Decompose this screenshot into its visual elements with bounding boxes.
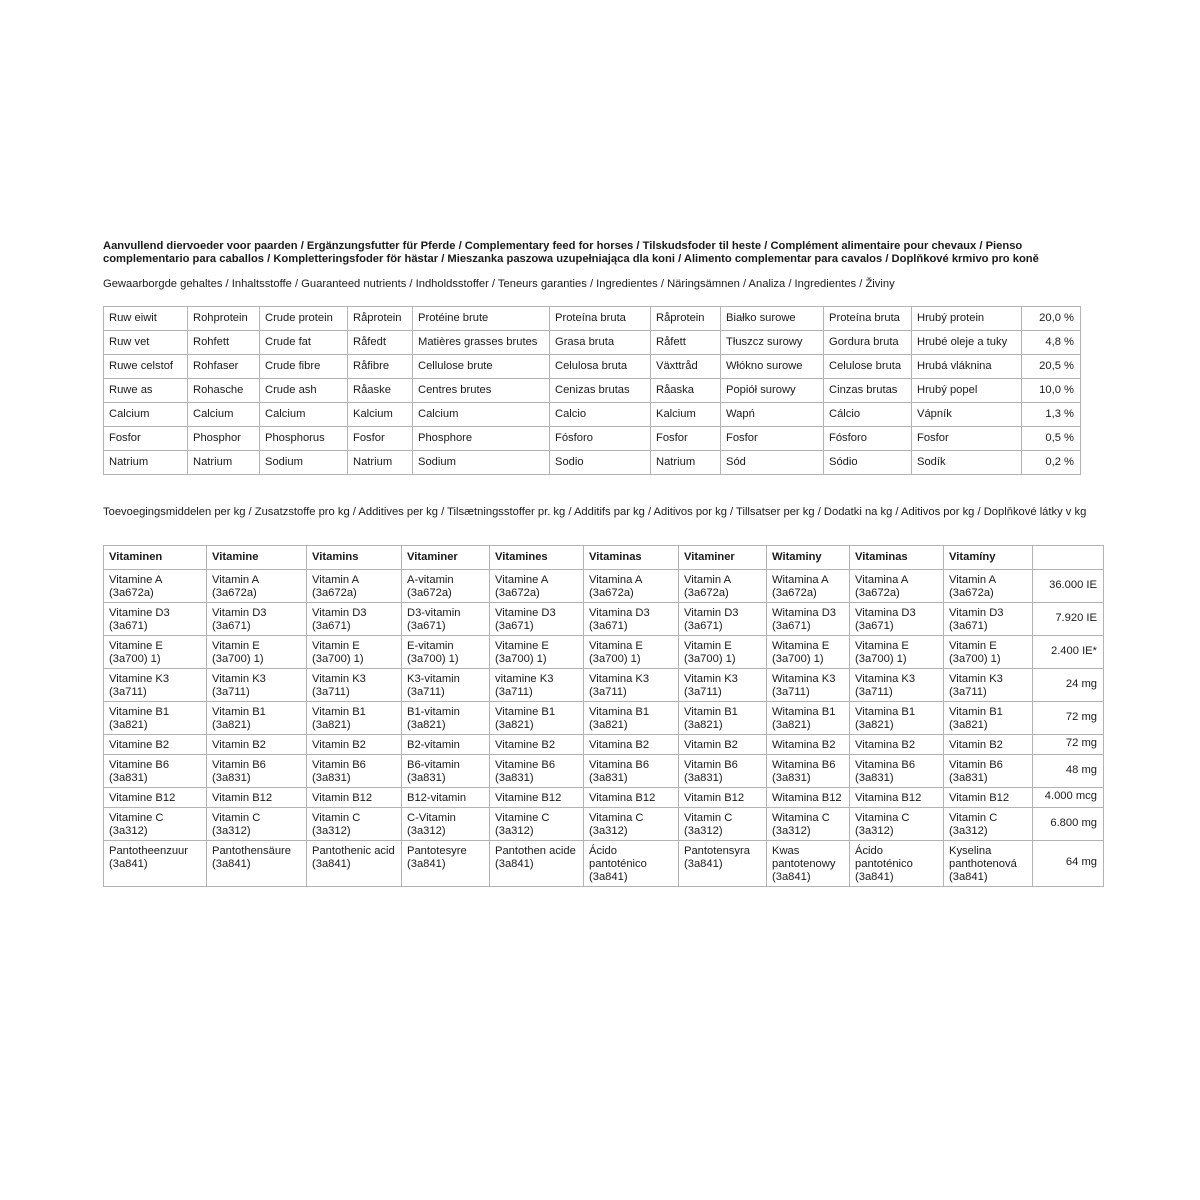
additive-name: E-vitamin (3a700) 1) bbox=[402, 636, 490, 669]
additive-name: Vitamin D3 (3a671) bbox=[307, 603, 402, 636]
nutrient-name: Råaske bbox=[348, 379, 413, 403]
nutrient-name: Hrubý popel bbox=[912, 379, 1022, 403]
nutrient-name: Tłuszcz surowy bbox=[721, 331, 824, 355]
additive-name: A-vitamin (3a672a) bbox=[402, 570, 490, 603]
additive-name: Vitamin C (3a312) bbox=[307, 808, 402, 841]
additive-name: Vitamin B2 bbox=[307, 735, 402, 755]
nutrient-name: Rohfett bbox=[188, 331, 260, 355]
additive-name: Vitamina B12 bbox=[584, 788, 679, 808]
additive-row bbox=[104, 603, 1104, 636]
document bbox=[103, 240, 1103, 883]
additive-name: Vitamin B1 (3a821) bbox=[679, 702, 767, 735]
additive-name: Vitamine B1 (3a821) bbox=[490, 702, 584, 735]
additive-name: Pantotesyre (3a841) bbox=[402, 841, 490, 887]
additive-row bbox=[104, 702, 1104, 735]
additive-name: Vitamine B12 bbox=[104, 788, 207, 808]
additive-name: Vitamine A (3a672a) bbox=[104, 570, 207, 603]
additive-name: Vitamin A (3a672a) bbox=[307, 570, 402, 603]
additive-name: Vitamina B2 bbox=[584, 735, 679, 755]
additive-name: Vitamin B1 (3a821) bbox=[944, 702, 1033, 735]
additive-name: Vitamin K3 (3a711) bbox=[307, 669, 402, 702]
nutrient-name: Celulosa bruta bbox=[550, 355, 651, 379]
additive-name: B12-vitamin bbox=[402, 788, 490, 808]
additive-name: Pantotheenzuur (3a841) bbox=[104, 841, 207, 887]
additive-name: Vitamin C (3a312) bbox=[679, 808, 767, 841]
additive-name: Witamina B1 (3a821) bbox=[767, 702, 850, 735]
additive-name: Vitamine B6 (3a831) bbox=[104, 755, 207, 788]
nutrient-value: 10,0 % bbox=[1022, 379, 1081, 403]
additive-name: Vitamina B2 bbox=[850, 735, 944, 755]
additive-name: Witamina A (3a672a) bbox=[767, 570, 850, 603]
additive-amount: 72 mg bbox=[1033, 702, 1104, 735]
additive-name: Witamina B2 bbox=[767, 735, 850, 755]
additives-column-header: Vitamine bbox=[207, 546, 307, 570]
additive-name: Vitamina E (3a700) 1) bbox=[850, 636, 944, 669]
additive-name: Vitamin B6 (3a831) bbox=[207, 755, 307, 788]
additive-row bbox=[104, 808, 1104, 841]
nutrient-name: Cinzas brutas bbox=[824, 379, 912, 403]
additive-name: Witamina K3 (3a711) bbox=[767, 669, 850, 702]
nutrient-name: Fosfor bbox=[912, 427, 1022, 451]
additives-header-row bbox=[104, 546, 1104, 570]
nutrients-table bbox=[103, 306, 1081, 475]
nutrient-name: Crude fat bbox=[260, 331, 348, 355]
nutrient-name: Råprotein bbox=[348, 307, 413, 331]
nutrient-name: Råfedt bbox=[348, 331, 413, 355]
additive-name: Vitamina B12 bbox=[850, 788, 944, 808]
additive-name: Pantotensyra (3a841) bbox=[679, 841, 767, 887]
additive-row bbox=[104, 841, 1104, 887]
nutrient-name: Råaska bbox=[651, 379, 721, 403]
nutrient-name: Råfibre bbox=[348, 355, 413, 379]
additive-amount: 72 mg bbox=[1033, 735, 1104, 755]
additive-name: Vitamin K3 (3a711) bbox=[944, 669, 1033, 702]
additive-name: Witamina B12 bbox=[767, 788, 850, 808]
nutrient-name: Calcium bbox=[188, 403, 260, 427]
additive-name: Vitamin E (3a700) 1) bbox=[679, 636, 767, 669]
additive-name: vitamine K3 (3a711) bbox=[490, 669, 584, 702]
nutrient-value: 0,5 % bbox=[1022, 427, 1081, 451]
additive-name: Pantothensäure (3a841) bbox=[207, 841, 307, 887]
additive-name: Vitamine C (3a312) bbox=[104, 808, 207, 841]
nutrient-name: Wapń bbox=[721, 403, 824, 427]
additive-name: Vitamin B12 bbox=[307, 788, 402, 808]
nutrient-name: Phosphore bbox=[413, 427, 550, 451]
nutrient-value: 20,5 % bbox=[1022, 355, 1081, 379]
nutrient-name: Hrubý protein bbox=[912, 307, 1022, 331]
additive-row bbox=[104, 788, 1104, 808]
additive-name: Vitamin D3 (3a671) bbox=[944, 603, 1033, 636]
additive-name: Vitamine E (3a700) 1) bbox=[104, 636, 207, 669]
nutrient-name: Popiół surowy bbox=[721, 379, 824, 403]
nutrient-name: Råfett bbox=[651, 331, 721, 355]
additive-name: Witamina C (3a312) bbox=[767, 808, 850, 841]
nutrient-name: Matières grasses brutes bbox=[413, 331, 550, 355]
additive-amount: 7.920 IE bbox=[1033, 603, 1104, 636]
nutrient-name: Ruw vet bbox=[104, 331, 188, 355]
additive-name: Vitamin B1 (3a821) bbox=[207, 702, 307, 735]
additive-name: Vitamin D3 (3a671) bbox=[207, 603, 307, 636]
nutrient-name: Calcium bbox=[104, 403, 188, 427]
nutrient-name: Celulose bruta bbox=[824, 355, 912, 379]
additive-name: B2-vitamin bbox=[402, 735, 490, 755]
nutrient-row bbox=[104, 403, 1081, 427]
additive-name: Vitamin C (3a312) bbox=[207, 808, 307, 841]
additives-column-header: Vitamíny bbox=[944, 546, 1033, 570]
additive-name: Kwas pantotenowy (3a841) bbox=[767, 841, 850, 887]
additive-name: Vitamina C (3a312) bbox=[584, 808, 679, 841]
additive-name: Pantothen acide (3a841) bbox=[490, 841, 584, 887]
additive-name: Vitamin B2 bbox=[207, 735, 307, 755]
additive-name: Vitamin B2 bbox=[944, 735, 1033, 755]
nutrient-value: 4,8 % bbox=[1022, 331, 1081, 355]
additive-name: Vitamine B1 (3a821) bbox=[104, 702, 207, 735]
additive-name: Vitamine K3 (3a711) bbox=[104, 669, 207, 702]
nutrient-name: Phosphor bbox=[188, 427, 260, 451]
nutrient-name: Calcio bbox=[550, 403, 651, 427]
additive-row bbox=[104, 755, 1104, 788]
nutrient-row bbox=[104, 355, 1081, 379]
nutrient-name: Rohasche bbox=[188, 379, 260, 403]
additive-name: Pantothenic acid (3a841) bbox=[307, 841, 402, 887]
additive-name: Vitamina B1 (3a821) bbox=[584, 702, 679, 735]
additive-name: Witamina E (3a700) 1) bbox=[767, 636, 850, 669]
additive-name: Vitamina B6 (3a831) bbox=[584, 755, 679, 788]
nutrient-name: Centres brutes bbox=[413, 379, 550, 403]
nutrient-name: Sód bbox=[721, 451, 824, 475]
nutrient-name: Växttråd bbox=[651, 355, 721, 379]
additive-name: Ácido pantoténico (3a841) bbox=[584, 841, 679, 887]
additive-amount: 24 mg bbox=[1033, 669, 1104, 702]
additive-name: Vitamin B12 bbox=[944, 788, 1033, 808]
nutrient-name: Hrubá vláknina bbox=[912, 355, 1022, 379]
nutrient-name: Ruwe celstof bbox=[104, 355, 188, 379]
nutrient-name: Ruw eiwit bbox=[104, 307, 188, 331]
additive-name: Vitamin E (3a700) 1) bbox=[307, 636, 402, 669]
nutrient-name: Białko surowe bbox=[721, 307, 824, 331]
additive-amount: 2.400 IE* bbox=[1033, 636, 1104, 669]
additives-column-header: Vitamins bbox=[307, 546, 402, 570]
additive-name: Vitamine A (3a672a) bbox=[490, 570, 584, 603]
additive-name: Vitamin C (3a312) bbox=[944, 808, 1033, 841]
additive-name: Vitamin E (3a700) 1) bbox=[207, 636, 307, 669]
additives-heading: Toevoegingsmiddelen per kg / Zusatzstoffe pro kg / Additives per kg / Tilsætningsstoffer pr. kg / Additifs par kg / Aditivos por kg / Tillsatser per kg / Dodatki na kg / Aditivos por kg / Doplňkové látky v kg bbox=[103, 506, 1087, 518]
additive-name: Witamina B6 (3a831) bbox=[767, 755, 850, 788]
nutrient-name: Sodík bbox=[912, 451, 1022, 475]
additive-name: C-Vitamin (3a312) bbox=[402, 808, 490, 841]
nutrient-value: 0,2 % bbox=[1022, 451, 1081, 475]
nutrient-name: Natrium bbox=[104, 451, 188, 475]
additive-amount: 48 mg bbox=[1033, 755, 1104, 788]
additive-name: Vitamin B6 (3a831) bbox=[307, 755, 402, 788]
nutrient-name: Sodium bbox=[413, 451, 550, 475]
additives-column-header: Witaminy bbox=[767, 546, 850, 570]
nutrient-name: Protéine brute bbox=[413, 307, 550, 331]
additive-name: Vitamin B2 bbox=[679, 735, 767, 755]
nutrient-name: Fósforo bbox=[824, 427, 912, 451]
additive-name: K3-vitamin (3a711) bbox=[402, 669, 490, 702]
nutrient-name: Kalcium bbox=[348, 403, 413, 427]
nutrient-name: Cenizas brutas bbox=[550, 379, 651, 403]
additive-amount: 4.000 mcg bbox=[1033, 788, 1104, 808]
nutrient-name: Crude ash bbox=[260, 379, 348, 403]
nutrient-name: Rohfaser bbox=[188, 355, 260, 379]
additive-name: Vitamine B6 (3a831) bbox=[490, 755, 584, 788]
additives-column-header: Vitamines bbox=[490, 546, 584, 570]
additive-name: B1-vitamin (3a821) bbox=[402, 702, 490, 735]
additive-name: Vitamina K3 (3a711) bbox=[850, 669, 944, 702]
nutrients-heading: Gewaarborgde gehaltes / Inhaltsstoffe / Guaranteed nutrients / Indholdsstoffer / Teneurs garanties / Ingredientes / Näringsämnen / Analiza / Ingredientes / Živiny bbox=[103, 278, 895, 290]
additive-name: Vitamin B1 (3a821) bbox=[307, 702, 402, 735]
additive-name: Vitamin B12 bbox=[207, 788, 307, 808]
additive-name: Vitamine E (3a700) 1) bbox=[490, 636, 584, 669]
nutrient-row bbox=[104, 427, 1081, 451]
nutrient-value: 20,0 % bbox=[1022, 307, 1081, 331]
additive-name: Vitamina D3 (3a671) bbox=[850, 603, 944, 636]
nutrient-name: Fosfor bbox=[104, 427, 188, 451]
nutrient-name: Natrium bbox=[651, 451, 721, 475]
additive-name: Vitamine B2 bbox=[490, 735, 584, 755]
additive-name: Ácido pantoténico (3a841) bbox=[850, 841, 944, 887]
additive-name: Vitamin A (3a672a) bbox=[944, 570, 1033, 603]
additives-column-header bbox=[1033, 546, 1104, 570]
additives-column-header: Vitaminen bbox=[104, 546, 207, 570]
additive-name: Vitamine D3 (3a671) bbox=[104, 603, 207, 636]
nutrient-name: Natrium bbox=[348, 451, 413, 475]
nutrient-name: Natrium bbox=[188, 451, 260, 475]
additive-name: Vitamine C (3a312) bbox=[490, 808, 584, 841]
nutrient-row bbox=[104, 307, 1081, 331]
nutrient-name: Crude fibre bbox=[260, 355, 348, 379]
nutrient-name: Rohprotein bbox=[188, 307, 260, 331]
additive-name: Vitamina A (3a672a) bbox=[584, 570, 679, 603]
nutrient-name: Cálcio bbox=[824, 403, 912, 427]
nutrient-name: Råprotein bbox=[651, 307, 721, 331]
additive-name: B6-vitamin (3a831) bbox=[402, 755, 490, 788]
additive-name: Vitamine D3 (3a671) bbox=[490, 603, 584, 636]
nutrient-name: Cellulose brute bbox=[413, 355, 550, 379]
nutrient-name: Calcium bbox=[260, 403, 348, 427]
additive-name: Vitamin A (3a672a) bbox=[207, 570, 307, 603]
additive-name: Vitamin D3 (3a671) bbox=[679, 603, 767, 636]
additive-name: Vitamin B12 bbox=[679, 788, 767, 808]
additive-name: Vitamin B6 (3a831) bbox=[679, 755, 767, 788]
additive-name: Vitamina K3 (3a711) bbox=[584, 669, 679, 702]
additive-name: Vitamina C (3a312) bbox=[850, 808, 944, 841]
nutrient-name: Ruwe as bbox=[104, 379, 188, 403]
nutrient-name: Fosfor bbox=[651, 427, 721, 451]
additive-name: Vitamin K3 (3a711) bbox=[207, 669, 307, 702]
nutrient-name: Proteína bruta bbox=[824, 307, 912, 331]
nutrient-row bbox=[104, 451, 1081, 475]
additive-name: Vitamine B2 bbox=[104, 735, 207, 755]
additive-row bbox=[104, 735, 1104, 755]
nutrient-name: Fosfor bbox=[348, 427, 413, 451]
additive-name: Vitamin K3 (3a711) bbox=[679, 669, 767, 702]
nutrient-name: Proteína bruta bbox=[550, 307, 651, 331]
nutrient-name: Calcium bbox=[413, 403, 550, 427]
additive-amount: 6.800 mg bbox=[1033, 808, 1104, 841]
additive-row bbox=[104, 636, 1104, 669]
additive-name: Vitamine B12 bbox=[490, 788, 584, 808]
nutrient-row bbox=[104, 379, 1081, 403]
nutrient-name: Gordura bruta bbox=[824, 331, 912, 355]
additive-name: Vitamina B6 (3a831) bbox=[850, 755, 944, 788]
additive-name: Vitamina B1 (3a821) bbox=[850, 702, 944, 735]
additives-column-header: Vitaminer bbox=[679, 546, 767, 570]
nutrient-name: Włókno surowe bbox=[721, 355, 824, 379]
additive-row bbox=[104, 669, 1104, 702]
additive-name: Vitamina E (3a700) 1) bbox=[584, 636, 679, 669]
document-title: Aanvullend diervoeder voor paarden / Ergänzungsfutter für Pferde / Complementary feed for horses / Tilskudsfoder til heste / Complément alimentaire pour chevaux / Pienso complementario para caballos / Kompletteringsfoder för hästar / Mieszanka paszowa uzupełniająca dla koni / Alimento complementar para cavalos / Doplňkové krmivo pro koně bbox=[103, 240, 1039, 266]
additive-name: Vitamina D3 (3a671) bbox=[584, 603, 679, 636]
nutrient-row bbox=[104, 331, 1081, 355]
additive-row bbox=[104, 570, 1104, 603]
nutrient-name: Fosfor bbox=[721, 427, 824, 451]
nutrient-name: Sódio bbox=[824, 451, 912, 475]
additive-name: Vitamin B6 (3a831) bbox=[944, 755, 1033, 788]
nutrient-name: Grasa bruta bbox=[550, 331, 651, 355]
nutrient-name: Fósforo bbox=[550, 427, 651, 451]
nutrient-value: 1,3 % bbox=[1022, 403, 1081, 427]
additive-amount: 36.000 IE bbox=[1033, 570, 1104, 603]
nutrient-name: Kalcium bbox=[651, 403, 721, 427]
additive-amount: 64 mg bbox=[1033, 841, 1104, 887]
additive-name: D3-vitamin (3a671) bbox=[402, 603, 490, 636]
nutrient-name: Sodio bbox=[550, 451, 651, 475]
additive-name: Kyselina panthotenová (3a841) bbox=[944, 841, 1033, 887]
additives-column-header: Vitaminas bbox=[584, 546, 679, 570]
additives-table bbox=[103, 545, 1104, 887]
nutrient-name: Sodium bbox=[260, 451, 348, 475]
nutrient-name: Phosphorus bbox=[260, 427, 348, 451]
additives-column-header: Vitaminas bbox=[850, 546, 944, 570]
additive-name: Vitamina A (3a672a) bbox=[850, 570, 944, 603]
additive-name: Vitamin A (3a672a) bbox=[679, 570, 767, 603]
additives-column-header: Vitaminer bbox=[402, 546, 490, 570]
additive-name: Vitamin E (3a700) 1) bbox=[944, 636, 1033, 669]
nutrient-name: Crude protein bbox=[260, 307, 348, 331]
nutrient-name: Hrubé oleje a tuky bbox=[912, 331, 1022, 355]
nutrient-name: Vápník bbox=[912, 403, 1022, 427]
additive-name: Witamina D3 (3a671) bbox=[767, 603, 850, 636]
